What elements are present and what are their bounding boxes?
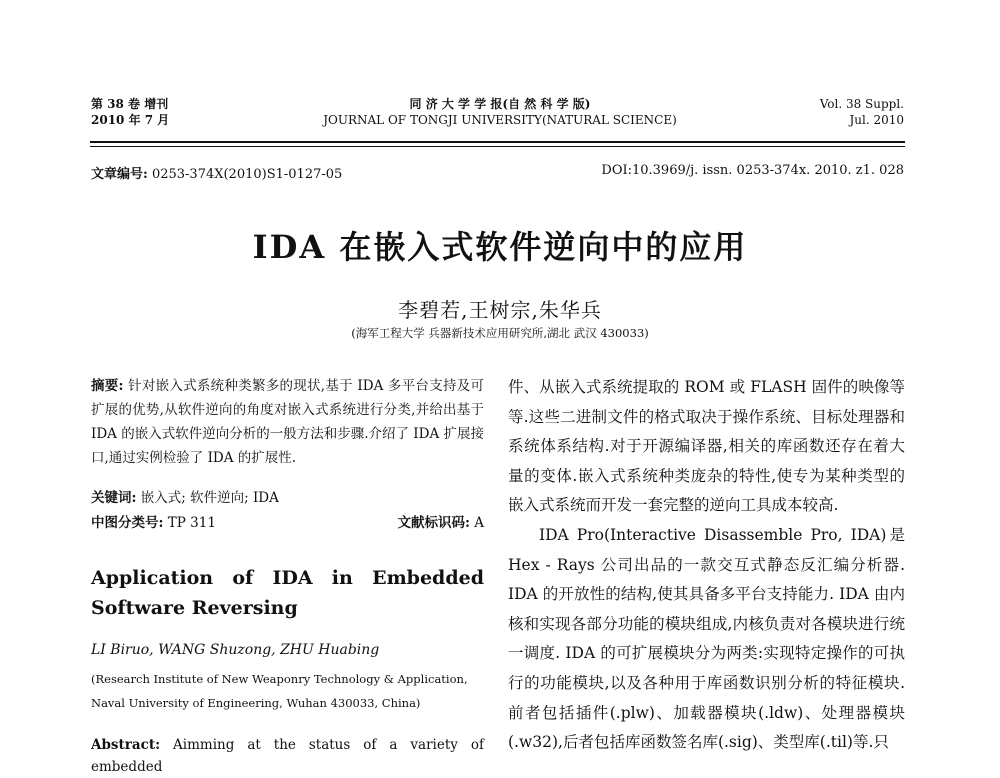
clc-value: TP 311 — [163, 515, 216, 531]
body-right-column — [508, 373, 905, 758]
abstract-zh-label: 摘要: — [91, 378, 124, 394]
doc-code — [397, 513, 484, 533]
abstract-zh — [91, 374, 484, 470]
doc-code-value: A — [469, 515, 484, 531]
journal-name-zh: 同 济 大 学 学 报(自 然 科 学 版) — [409, 97, 591, 111]
english-authors: LI Biruo, WANG Shuzong, ZHU Huabing — [91, 642, 380, 658]
english-affiliation: (Research Institute of New Weaponry Technology & Application, Naval University of Engineering, Wuhan 430033, China) — [91, 672, 468, 710]
english-title-line2: Software Reversing — [91, 597, 298, 619]
english-abstract — [91, 734, 484, 778]
classification-row — [91, 513, 484, 533]
date-line: 2010 年 7 月 — [91, 113, 170, 127]
journal-volume-en — [820, 96, 904, 128]
doi: DOI:10.3969/j. issn. 0253-374x. 2010. z1. 028 — [601, 163, 904, 178]
doc-code-label: 文献标识码: — [397, 515, 470, 531]
article-number-label: 文章编号: — [91, 167, 148, 182]
header-rule-thin — [90, 146, 905, 147]
paper-title: IDA 在嵌入式软件逆向中的应用 — [252, 228, 748, 266]
journal-name-en: JOURNAL OF TONGJI UNIVERSITY(NATURAL SCIENCE) — [323, 113, 677, 127]
body-paragraph-1: 件、从嵌入式系统提取的 ROM 或 FLASH 固件的映像等等.这些二进制文件的格式取决于操作系统、目标处理器和系统体系结构.对于开源编译器,相关的库函数还存在着大量的变体.嵌入式系统种类庞杂的特性,使专为某种类型的嵌入式系统而开发一套完整的逆向工具成本较高. — [508, 378, 905, 515]
english-abstract-text: Aimming at the status of a variety of embedded — [91, 737, 484, 775]
abstract-zh-text: 针对嵌入式系统种类繁多的现状,基于 IDA 多平台支持及可扩展的优势,从软件逆向的角度对嵌入式系统进行分类,并给出基于 IDA 的嵌入式软件逆向分析的一般方法和步骤.介绍了 IDA 扩展接口,通过实例检验了 IDA 的扩展性. — [91, 378, 484, 466]
keywords-label: 关键词: — [91, 490, 137, 506]
paper-authors: 李碧若,王树宗,朱华兵 — [398, 298, 602, 322]
body-paragraph-2: IDA Pro(Interactive Disassemble Pro, IDA)是 Hex - Rays 公司出品的一款交互式静态反汇编分析器. IDA 的开放性的结构,使其具备多平台支持能力. IDA 由内核和实现各部分功能的模块组成,内核负责对各模块进行统一调度. IDA 的可扩展模块分为两类:实现特定操作的可执行的功能模块,以及各种用于库函数识别分析的特征模块.前者包括插件(.plw)、加载器模块(.ldw)、处理器模块(.w32),后者包括库函数签名库(.sig)、类型库(.til)等.只 — [508, 525, 905, 752]
english-title-line1: Application of IDA in Embedded — [91, 567, 484, 589]
english-abstract-label: Abstract: — [91, 737, 161, 753]
clc-label: 中图分类号: — [91, 515, 164, 531]
paper-affiliation: (海军工程大学 兵器新技术应用研究所,湖北 武汉 430033) — [351, 326, 649, 340]
journal-name — [250, 96, 750, 128]
header-rule-thick — [90, 141, 905, 143]
keywords — [91, 488, 484, 508]
journal-volume — [91, 96, 169, 128]
article-number — [91, 163, 342, 182]
date-en-line: Jul. 2010 — [849, 113, 904, 127]
volume-en-line: Vol. 38 Suppl. — [819, 97, 904, 111]
volume-line: 第 38 卷 增刊 — [91, 97, 169, 111]
keywords-text: 嵌入式; 软件逆向; IDA — [136, 490, 279, 506]
clc-number — [91, 513, 216, 533]
article-number-value: 0253-374X(2010)S1-0127-05 — [147, 167, 343, 182]
